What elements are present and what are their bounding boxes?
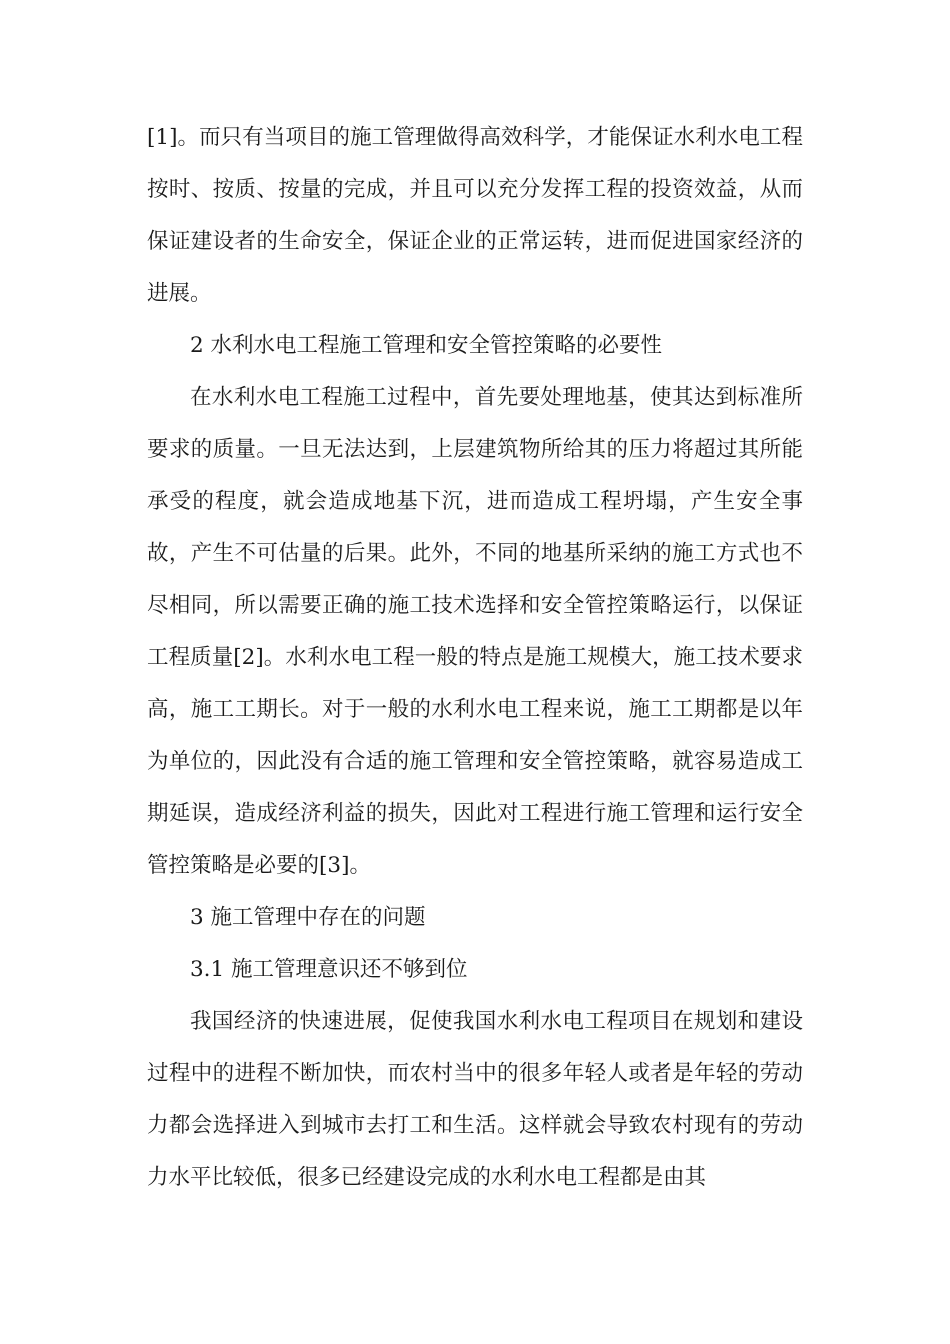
subsection-heading-3-1: 3.1 施工管理意识还不够到位 bbox=[190, 957, 468, 982]
section-heading-3: 3 施工管理中存在的问题 bbox=[190, 905, 426, 930]
body-paragraph-3: 我国经济的快速进展，促使我国水利水电工程项目在规划和建设过程中的进程不断加快，而农村当中的很多年轻人或者是年轻的劳动力都会选择进入到城市去打工和生活。这样就会导致农村现有的劳动力水平比较低，很多已经建设完成的水利水电工程都是由其 bbox=[147, 1009, 803, 1190]
body-paragraph-1: [1]。而只有当项目的施工管理做得高效科学，才能保证水利水电工程按时、按质、按量的完成，并且可以充分发挥工程的投资效益，从而保证建设者的生命安全，保证企业的正常运转，进而促进国家经济的进展。 bbox=[147, 125, 803, 306]
section-heading-2: 2 水利水电工程施工管理和安全管控策略的必要性 bbox=[190, 333, 663, 358]
document-body bbox=[147, 112, 803, 1204]
body-paragraph-2: 在水利水电工程施工过程中，首先要处理地基，使其达到标准所要求的质量。一旦无法达到，上层建筑物所给其的压力将超过其所能承受的程度，就会造成地基下沉，进而造成工程坍塌，产生安全事故，产生不可估量的后果。此外，不同的地基所采纳的施工方式也不尽相同，所以需要正确的施工技术选择和安全管控策略运行，以保证工程质量[2]。水利水电工程一般的特点是施工规模大，施工技术要求高，施工工期长。对于一般的水利水电工程来说，施工工期都是以年为单位的，因此没有合适的施工管理和安全管控策略，就容易造成工期延误，造成经济利益的损失，因此对工程进行施工管理和运行安全管控策略是必要的[3]。 bbox=[147, 385, 803, 878]
